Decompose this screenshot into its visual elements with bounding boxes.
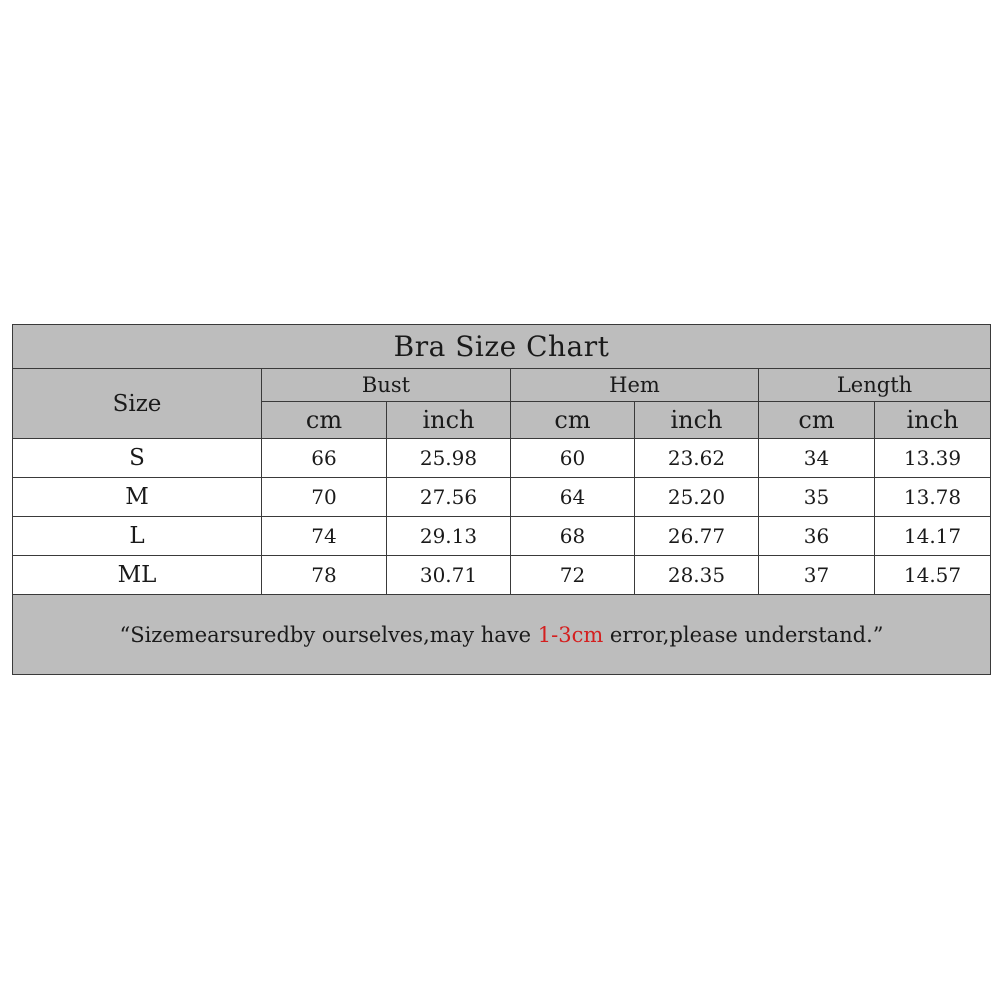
hem-cm-cell: 64 xyxy=(511,478,635,517)
hem-cm-cell: 68 xyxy=(511,517,635,556)
length-cm-cell: 34 xyxy=(759,439,875,478)
hem-cm-cell: 72 xyxy=(511,556,635,595)
bust-inch-cell: 29.13 xyxy=(387,517,511,556)
note-error-range: 1-3cm xyxy=(537,622,604,647)
length-inch-cell: 14.17 xyxy=(875,517,991,556)
unit-header-bust-cm: cm xyxy=(262,402,387,439)
table-row xyxy=(13,478,991,517)
note-text-after: error,please understand.” xyxy=(603,622,884,647)
measurement-note xyxy=(13,595,991,675)
title-row xyxy=(13,325,991,369)
unit-header-length-cm: cm xyxy=(759,402,875,439)
size-cell: ML xyxy=(13,556,262,595)
hem-inch-cell: 26.77 xyxy=(635,517,759,556)
bust-cm-cell: 66 xyxy=(262,439,387,478)
size-chart-table xyxy=(12,324,991,675)
table-row xyxy=(13,439,991,478)
note-text-before: “Sizemearsuredby ourselves,may have xyxy=(119,622,538,647)
length-cm-cell: 37 xyxy=(759,556,875,595)
table-row xyxy=(13,556,991,595)
length-inch-cell: 13.39 xyxy=(875,439,991,478)
size-cell: M xyxy=(13,478,262,517)
length-inch-cell: 14.57 xyxy=(875,556,991,595)
hem-inch-cell: 25.20 xyxy=(635,478,759,517)
length-inch-cell: 13.78 xyxy=(875,478,991,517)
unit-header-hem-cm: cm xyxy=(511,402,635,439)
group-header-hem: Hem xyxy=(511,369,759,402)
size-cell: L xyxy=(13,517,262,556)
size-cell: S xyxy=(13,439,262,478)
note-row xyxy=(13,595,991,675)
bust-inch-cell: 25.98 xyxy=(387,439,511,478)
bust-cm-cell: 78 xyxy=(262,556,387,595)
hem-inch-cell: 28.35 xyxy=(635,556,759,595)
bust-inch-cell: 30.71 xyxy=(387,556,511,595)
hem-inch-cell: 23.62 xyxy=(635,439,759,478)
chart-title: Bra Size Chart xyxy=(13,325,991,369)
bust-inch-cell: 27.56 xyxy=(387,478,511,517)
group-header-length: Length xyxy=(759,369,991,402)
bust-cm-cell: 74 xyxy=(262,517,387,556)
unit-header-length-inch: inch xyxy=(875,402,991,439)
unit-header-bust-inch: inch xyxy=(387,402,511,439)
group-header-row xyxy=(13,369,991,402)
bust-cm-cell: 70 xyxy=(262,478,387,517)
hem-cm-cell: 60 xyxy=(511,439,635,478)
group-header-bust: Bust xyxy=(262,369,511,402)
length-cm-cell: 36 xyxy=(759,517,875,556)
unit-header-hem-inch: inch xyxy=(635,402,759,439)
size-column-header: Size xyxy=(13,369,262,439)
table-row xyxy=(13,517,991,556)
length-cm-cell: 35 xyxy=(759,478,875,517)
